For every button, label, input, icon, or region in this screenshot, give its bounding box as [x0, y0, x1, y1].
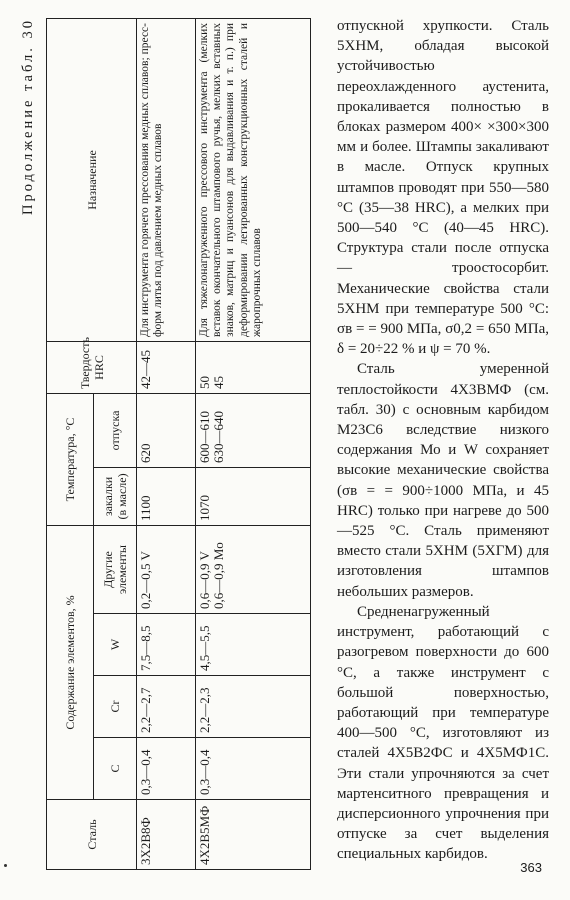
- cell-tempering-line: 630—640: [211, 410, 226, 463]
- table-row: [196, 19, 311, 870]
- cell-tempering: 620: [137, 393, 196, 467]
- cell-cr: 2,2—2,7: [137, 676, 196, 738]
- header-c: С: [94, 738, 137, 800]
- cell-other-line: 0,6—0,9 V: [197, 551, 212, 609]
- header-composition: Содержание элементов, %: [47, 525, 94, 799]
- cell-other: 0,2—0,5 V: [137, 525, 196, 613]
- cell-hardness: [196, 341, 311, 393]
- cell-tempering: [196, 393, 311, 467]
- header-steel: Сталь: [47, 800, 137, 870]
- cell-w: 4,5—5,5: [196, 614, 311, 676]
- cell-other-line: 0,6—0,9 Mo: [211, 542, 226, 609]
- cell-hardness-line: 45: [211, 375, 226, 389]
- margin-dot: [4, 864, 7, 867]
- page-number: 363: [520, 860, 542, 875]
- steel-spec-table: [46, 18, 311, 870]
- cell-c: 0,3—0,4: [137, 738, 196, 800]
- cell-hardness-line: 50: [197, 375, 212, 389]
- header-w: W: [94, 614, 137, 676]
- header-cr: Cr: [94, 676, 137, 738]
- rotated-table-content: [20, 18, 320, 870]
- cell-tempering-line: 600—610: [197, 410, 212, 463]
- table-continuation-title: Продолжение табл. 30: [20, 18, 36, 216]
- header-tempering: отпуска: [94, 393, 137, 467]
- table-row: [137, 19, 196, 870]
- cell-steel: 3Х2В8Ф: [137, 800, 196, 870]
- cell-w: 7,5—8,5: [137, 614, 196, 676]
- cell-other: [196, 525, 311, 613]
- cell-c: 0,3—0,4: [196, 738, 311, 800]
- cell-purpose: Для инструмента горячего прессования медных сплавов; пресс-форм литья под давлением медных сплавов: [137, 19, 196, 342]
- paragraph: отпускной хрупкости. Сталь 5ХНМ, обладая высокой устойчивостью переохлажденного аустенита, прокаливается полностью в блоках размером 400× ×300×300 мм и более. Штампы закаливают в масле. Отпуск крупных штампов проводят при 550—580 °С (35—38 HRC), а мелких при 500—540 °С (40—45 HRC). Структура стали после отпуска — троостосорбит. Механические свойства стали 5ХНМ при температуре 500 °С: σв = = 900 МПа, σ0,2 = 650 МПа, δ = 20÷22 % и ψ = 70 %.: [337, 18, 549, 358]
- cell-steel: 4Х2В5МФ: [196, 800, 311, 870]
- cell-hardness: 42—45: [137, 341, 196, 393]
- header-other: Другие элементы: [94, 525, 137, 613]
- table-header-row: [47, 19, 94, 870]
- header-hardness: Твердость HRC: [47, 341, 137, 393]
- cell-quench: 1070: [196, 467, 311, 525]
- cell-purpose: Для тяжелонагруженного прессового инструмента (мелких вставок окончательного штампового ручья, мелких вставных знаков, матриц и пуансонов для выдавливания и т. п.) при деформировании легированных конструкционных сталей и жаропрочных сплавов: [196, 19, 311, 342]
- paragraph: Средненагруженный инструмент, работающий с разогревом поверхности до 600 °С, а также инструмент с большой поверхностью, работающий при температуре 400—500 °С, изготовляют из сталей 4Х5В2ФС и 4Х5МФ1С. Эти стали упрочняются за счет мартенситного превращения и дисперсионного упрочнения при отпуске за счет выделения специальных карбидов.: [337, 603, 549, 863]
- header-quench: закалки (в масле): [94, 467, 137, 525]
- cell-cr: 2,2—2,3: [196, 676, 311, 738]
- paragraph: Сталь умеренной теплостойкости 4Х3ВМФ (см. табл. 30) с основным карбидом M23C6 вследствие низкого содержания Мо и W сохраняет высокие механические свойства (σв = = 900÷1000 МПа, и 45 HRC) только при нагреве до 500—525 °С. Сталь применяют вместо стали 5ХНМ (5ХГМ) для изготовления штампов небольших размеров.: [337, 361, 549, 600]
- rotated-table-region: [20, 18, 320, 870]
- header-temperature: Температура, °С: [47, 393, 94, 525]
- header-purpose: Назначение: [47, 19, 137, 342]
- body-text-column: [337, 16, 549, 865]
- cell-quench: 1100: [137, 467, 196, 525]
